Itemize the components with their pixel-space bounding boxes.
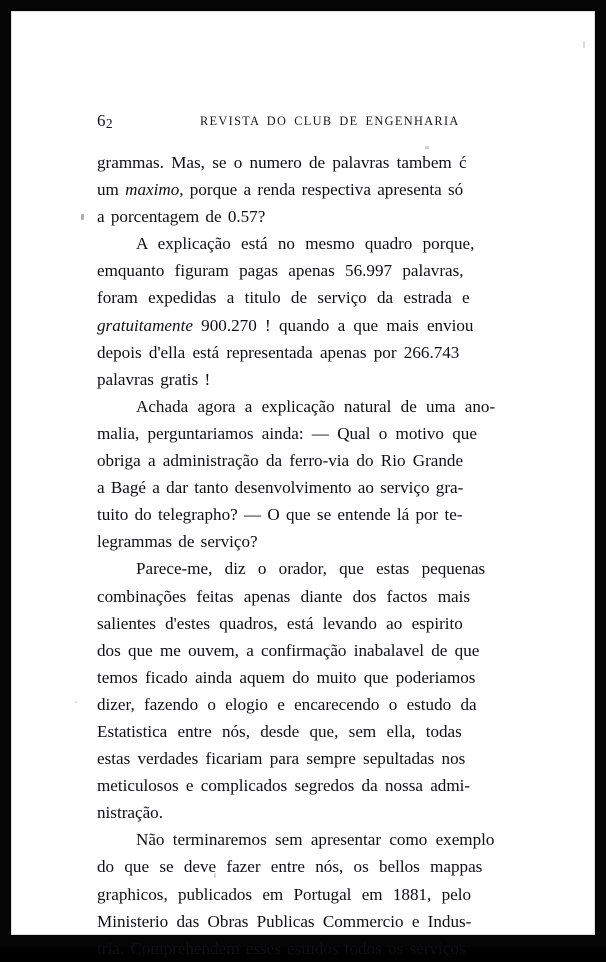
text-line: gratuitamente 900.270 ! quando a que mais enviou [97,315,474,335]
text-line: tuito do telegrapho? — O que se entende lá por te- [97,505,463,525]
text-line: foram expedidas a titulo de serviço da estrada e [97,288,470,308]
text-line: emquanto figuram pagas apenas 56.997 palavras, [97,261,464,281]
text-line: legrammas de serviço? [97,532,258,552]
running-head [97,111,522,131]
text-line: obriga a administração da ferro-via do Rio Grande [97,451,464,471]
text-line: depois d'ella está representada apenas por 266.743 [97,342,460,362]
text-line: dos que me ouvem, a confirmação inabalavel de que [97,640,480,660]
paragraph [97,393,522,556]
text-line: grammas. Mas, se o numero de palavras tambem ć [97,153,467,172]
text-line: nistração. [97,803,163,823]
page-number-digit-first: 6 [97,111,106,130]
page-number-digit-second: 2 [105,116,114,131]
text-line: Achada agora a explicação natural de uma ano- [136,396,496,416]
sheet-edge-left [11,11,12,935]
text-line: Parece-me, diz o orador, que estas pequenas [136,559,486,579]
page-number [97,112,113,132]
text-line: estas verdades ficariam para sempre sepultadas nos [97,749,466,769]
text-line: graphicos, publicados em Portugal em 1881, pelo [97,884,472,904]
text-line: tria. Comprehendem esses estudos todos os serviços [97,938,466,958]
scan-speck-foot-a [214,873,216,878]
page-sheet [11,11,595,958]
text-line: a porcentagem de 0.57? [97,207,266,227]
text-line: meticulosos e complicados segredos da nossa admi- [97,776,471,796]
text-line: malia, perguntariamos ainda: — Qual o motivo que [97,423,477,443]
text-line: Estatistica entre nós, desde que, sem ella, todas [97,721,462,741]
text-line: palavras gratis ! [97,369,211,389]
scan-speck-foot-b [195,895,199,897]
paragraph [97,826,522,961]
scan-speck-head [425,146,429,149]
text-line: A explicação está no mesmo quadro porque, [136,234,475,254]
italic-word: maximo [125,180,180,200]
text-line: combinações feitas apenas diante dos factos mais [97,586,471,606]
paragraph [97,230,522,393]
sheet-edge-right [594,11,595,935]
paragraph [97,555,522,826]
running-title: REVISTA DO CLUB DE ENGENHARIA [200,114,460,128]
scan-speck-foot-c [312,898,315,900]
text-line: um maximo, porque a renda respectiva apresenta só [97,180,464,200]
text-line: Ministerio das Obras Publicas Commercio e Indus- [97,911,472,931]
sheet-edge-top [11,11,595,12]
body-text [97,149,522,962]
scan-speck-top-right [583,41,585,48]
scan-speck-lower-left [75,701,77,703]
italic-word: gratuitamente [97,315,193,335]
scan-speck-left-margin [81,214,84,220]
text-line: dizer, fazendo o elogio e encarecendo o estudo da [97,694,477,714]
text-line: salientes d'estes quadros, está levando ao espirito [97,613,463,633]
text-line: temos ficado ainda aquem do muito que poderiamos [97,667,476,687]
text-line: Não terminaremos sem apresentar como exemplo [136,830,495,850]
text-line: do que se deve fazer entre nós, os bellos mappas [97,857,483,877]
text-line: a Bagé a dar tanto desenvolvimento ao serviço gra- [97,478,464,498]
paragraph [97,149,522,230]
